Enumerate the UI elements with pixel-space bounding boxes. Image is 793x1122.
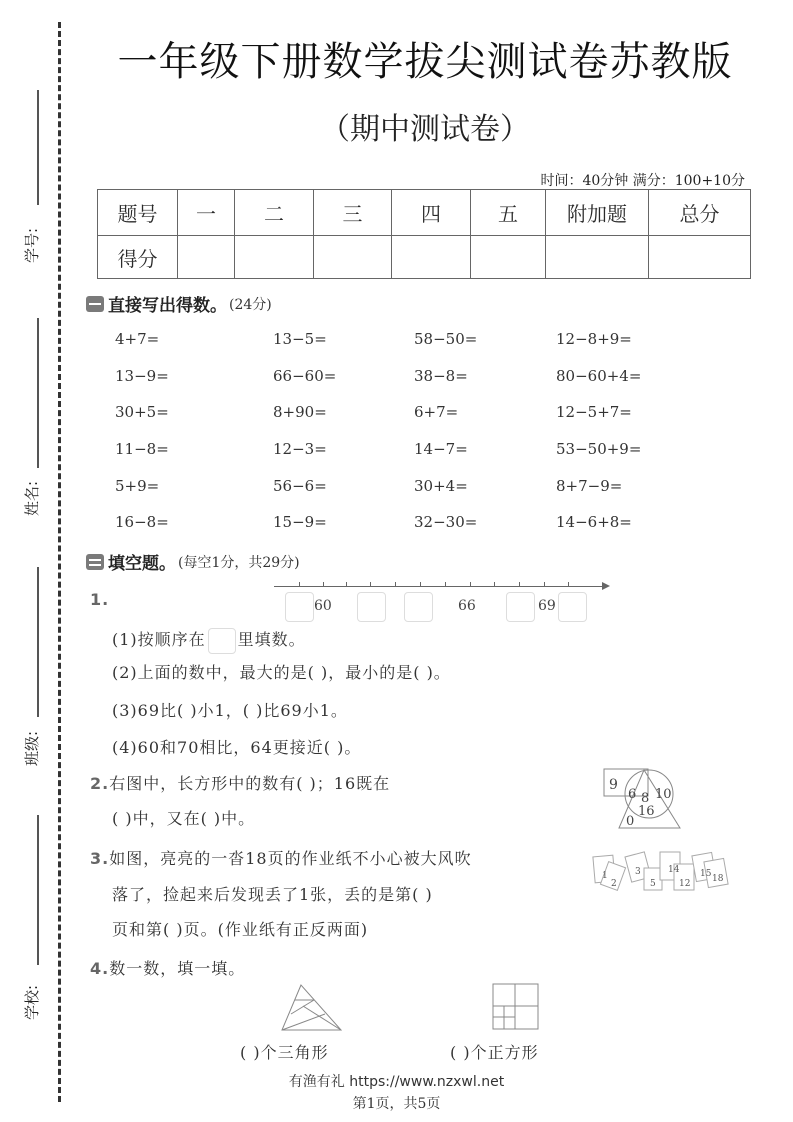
arithmetic-problem[interactable]: 8+7−9=	[556, 477, 623, 495]
venn-shapes-figure	[600, 765, 700, 831]
score-cell[interactable]	[392, 236, 471, 279]
score-cell[interactable]	[178, 236, 235, 279]
header-cell: 一	[178, 190, 235, 236]
question-2-line-1[interactable]: 2.右图中，长方形中的数有( )；16既在	[90, 774, 391, 793]
question-3-line-3[interactable]: 页和第( )页。(作业纸有正反两面)	[112, 920, 369, 939]
question-3-line-2[interactable]: 落了，捡起来后发现丢了1张，丢的是第( )	[112, 885, 433, 904]
arithmetic-problem[interactable]: 15−9=	[273, 513, 327, 531]
score-table-header-row	[98, 190, 751, 236]
svg-text:9: 9	[609, 777, 618, 793]
svg-text:8: 8	[641, 791, 650, 806]
arithmetic-problem[interactable]: 13−9=	[115, 367, 169, 385]
svg-text:1: 1	[602, 871, 608, 881]
section-two-points: (每空1分，共29分)	[178, 554, 300, 571]
header-cell: 四	[392, 190, 471, 236]
section-one-badge-icon	[86, 296, 104, 312]
arithmetic-problem[interactable]: 66−60=	[273, 367, 337, 385]
class-label: 班级:	[23, 730, 42, 767]
svg-text:10: 10	[655, 787, 672, 802]
question-3-line-1: 3.如图，亮亮的一沓18页的作业纸不小心被大风吹	[90, 849, 472, 868]
page-subtitle: （期中测试卷）	[320, 112, 530, 147]
square-count-figure	[492, 983, 540, 1031]
score-table	[97, 189, 751, 279]
page-title: 一年级下册数学拔尖测试卷苏教版	[117, 39, 733, 85]
arithmetic-problem[interactable]: 30+4=	[414, 477, 468, 495]
question-1-part-4[interactable]: (4)60和70相比，64更接近( )。	[112, 738, 362, 757]
number-line-answer-box[interactable]	[285, 592, 314, 622]
question-1-part-1: (1)按顺序在 里填数。	[112, 627, 306, 654]
time-score-info: 时间：40分钟 满分：100+10分	[540, 173, 745, 189]
box-icon	[208, 628, 236, 654]
arithmetic-problem[interactable]: 12−5+7=	[556, 403, 632, 421]
arithmetic-problem[interactable]: 16−8=	[115, 513, 169, 531]
number-line-label: 69	[538, 598, 556, 614]
question-2-line-2[interactable]: ( )中，又在( )中。	[112, 809, 256, 828]
section-two-heading	[86, 549, 300, 574]
arithmetic-problem[interactable]: 8+90=	[273, 403, 327, 421]
question-4-line-1: 4.数一数，填一填。	[90, 959, 246, 978]
school-label: 学校:	[23, 984, 42, 1021]
arithmetic-problem[interactable]: 14−6+8=	[556, 513, 632, 531]
score-cell[interactable]	[235, 236, 314, 279]
arithmetic-problem[interactable]: 38−8=	[414, 367, 468, 385]
number-line-answer-box[interactable]	[357, 592, 386, 622]
scattered-pages-figure	[590, 850, 735, 895]
header-cell: 五	[471, 190, 546, 236]
class-underline[interactable]	[37, 567, 39, 717]
svg-text:15: 15	[700, 869, 712, 879]
svg-text:16: 16	[638, 804, 655, 819]
score-cell[interactable]	[314, 236, 392, 279]
svg-text:12: 12	[679, 879, 691, 889]
number-line	[274, 586, 604, 587]
student-id-label: 学号:	[23, 227, 42, 264]
svg-text:0: 0	[626, 814, 635, 829]
number-line-answer-box[interactable]	[506, 592, 535, 622]
svg-text:3: 3	[635, 867, 641, 877]
header-cell: 总分	[649, 190, 751, 236]
arithmetic-problem[interactable]: 53−50+9=	[556, 440, 642, 458]
arithmetic-problem[interactable]: 12−3=	[273, 440, 327, 458]
svg-text:14: 14	[668, 865, 680, 875]
square-count-answer[interactable]: ( )个正方形	[450, 1043, 539, 1062]
score-row-label: 得分	[98, 236, 178, 279]
arithmetic-problem[interactable]: 5+9=	[115, 477, 160, 495]
triangle-count-answer[interactable]: ( )个三角形	[240, 1043, 329, 1062]
section-one-title: 直接写出得数。	[108, 296, 227, 316]
arithmetic-problem[interactable]: 12−8+9=	[556, 330, 632, 348]
triangle-count-figure	[280, 983, 344, 1033]
header-cell: 二	[235, 190, 314, 236]
section-one-points: (24分)	[229, 296, 272, 313]
header-cell: 三	[314, 190, 392, 236]
watermark-text: 有渔有礼 https://www.nzxwl.net	[288, 1074, 505, 1090]
section-two-title: 填空题。	[108, 554, 176, 574]
arithmetic-problem[interactable]: 13−5=	[273, 330, 327, 348]
score-table-score-row	[98, 236, 751, 279]
svg-text:6: 6	[628, 787, 637, 802]
arrow-right-icon	[602, 582, 610, 590]
score-cell[interactable]	[546, 236, 649, 279]
header-cell: 题号	[98, 190, 178, 236]
arithmetic-problem[interactable]: 4+7=	[115, 330, 160, 348]
arithmetic-problem[interactable]: 80−60+4=	[556, 367, 642, 385]
name-underline[interactable]	[37, 318, 39, 468]
svg-text:2: 2	[611, 879, 617, 889]
arithmetic-problem[interactable]: 11−8=	[115, 440, 169, 458]
arithmetic-problem[interactable]: 14−7=	[414, 440, 468, 458]
name-label: 姓名:	[23, 480, 42, 517]
score-cell[interactable]	[471, 236, 546, 279]
arithmetic-problem[interactable]: 58−50=	[414, 330, 478, 348]
cut-dashed-line	[58, 22, 61, 1102]
number-line-label: 60	[314, 598, 332, 614]
score-cell[interactable]	[649, 236, 751, 279]
school-underline[interactable]	[37, 815, 39, 965]
svg-text:18: 18	[712, 874, 724, 884]
section-two-badge-icon	[86, 554, 104, 570]
page-number: 第1页，共5页	[352, 1096, 441, 1112]
question-1-part-3[interactable]: (3)69比( )小1，( )比69小1。	[112, 701, 348, 720]
svg-text:5: 5	[650, 879, 656, 889]
arithmetic-problem[interactable]: 32−30=	[414, 513, 478, 531]
question-1-part-2[interactable]: (2)上面的数中，最大的是( )，最小的是( )。	[112, 663, 451, 682]
arithmetic-problem[interactable]: 6+7=	[414, 403, 459, 421]
header-cell: 附加题	[546, 190, 649, 236]
question-1-number: 1.	[90, 590, 110, 609]
section-one-heading	[86, 291, 272, 316]
arithmetic-problem[interactable]: 30+5=	[115, 403, 169, 421]
number-line-answer-box[interactable]	[404, 592, 433, 622]
arithmetic-problem[interactable]: 56−6=	[273, 477, 327, 495]
number-line-answer-box[interactable]	[558, 592, 587, 622]
number-line-label: 66	[458, 598, 476, 614]
